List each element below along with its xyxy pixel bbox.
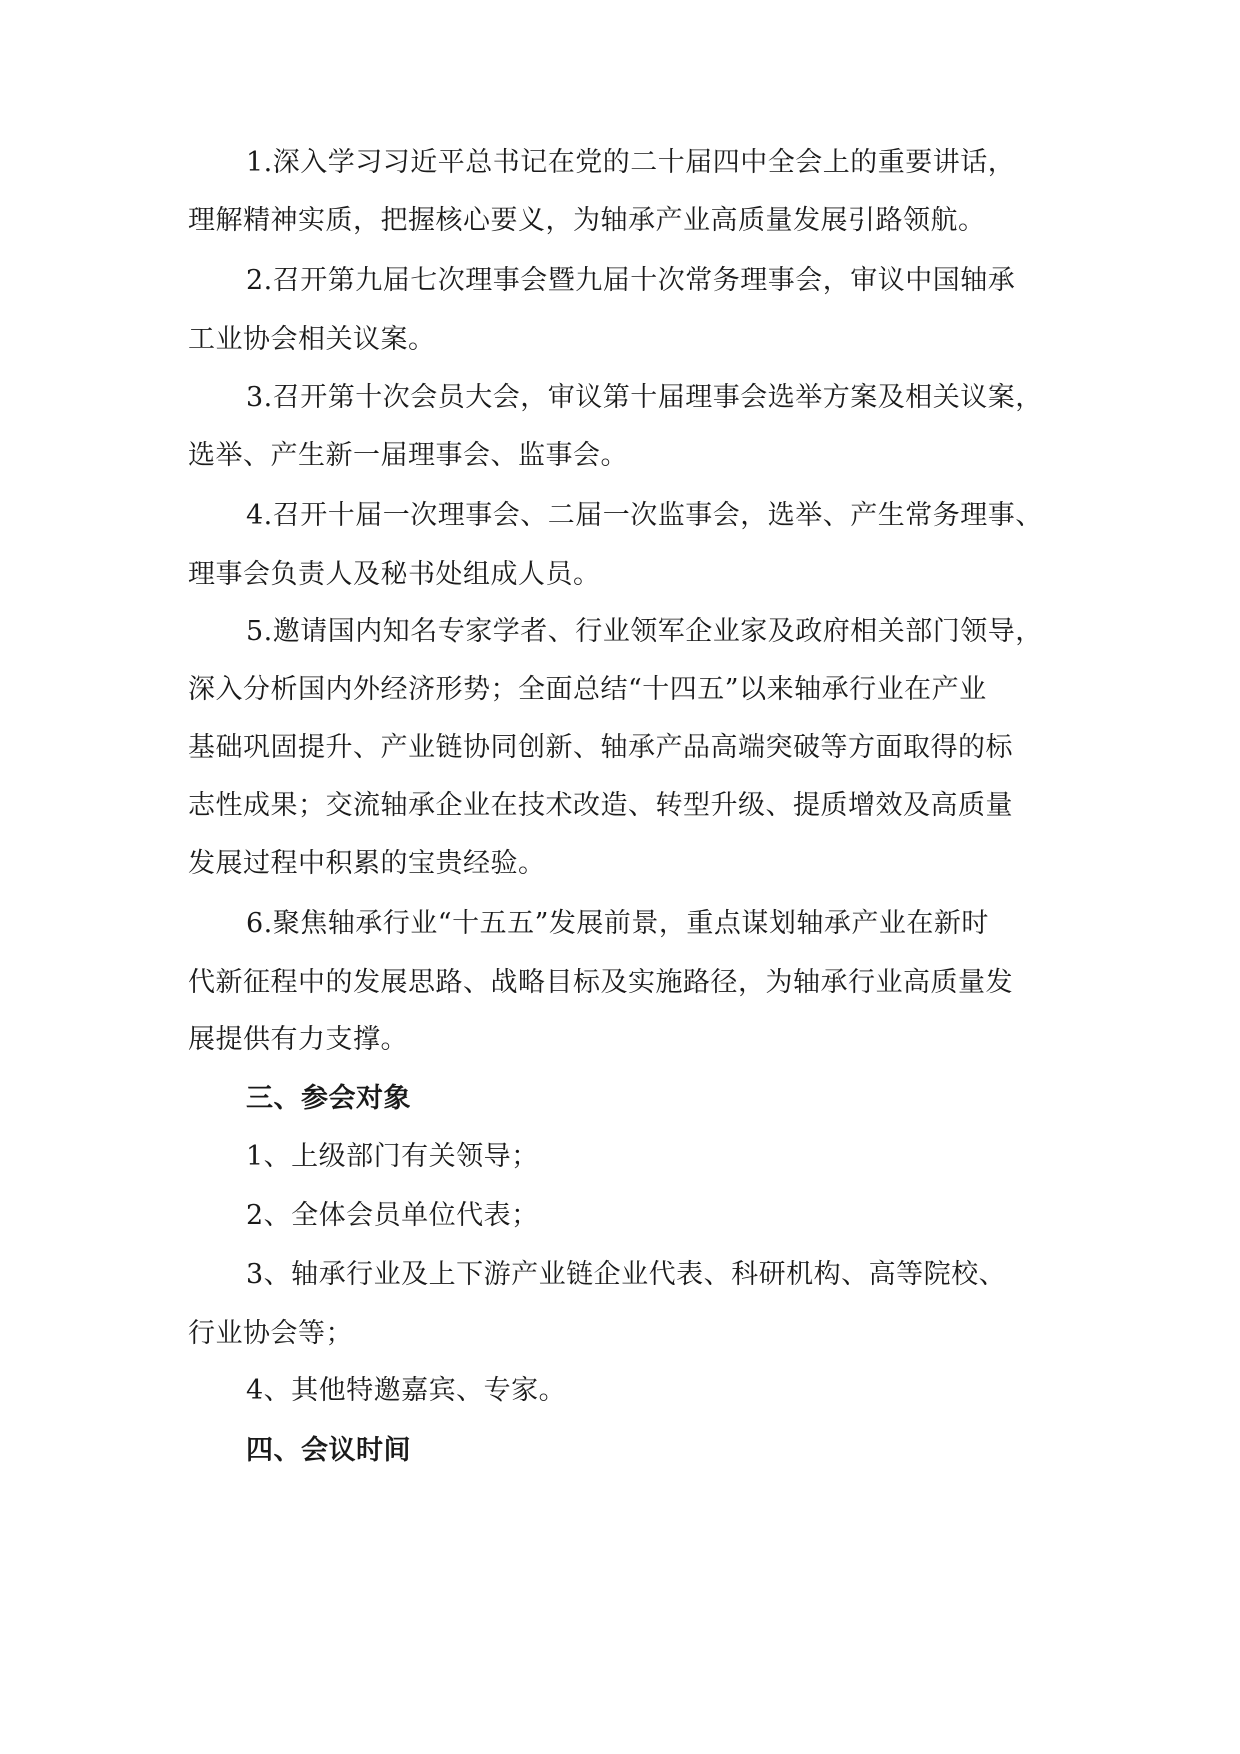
attendee-item-3-line-1: 3、轴承行业及上下游产业链企业代表、科研机构、高等院校、 <box>246 1259 1007 1290</box>
item-5-line-5: 发展过程中积累的宝贵经验。 <box>188 848 546 879</box>
item-1-line-2: 理解精神实质，把握核心要义，为轴承产业高质量发展引路领航。 <box>188 205 986 236</box>
item-3-line-1: 3.召开第十次会员大会，审议第十届理事会选举方案及相关议案， <box>246 382 1043 413</box>
item-1-line-1: 1.深入学习习近平总书记在党的二十届四中全会上的重要讲话， <box>246 147 1016 178</box>
attendee-item-4: 4、其他特邀嘉宾、专家。 <box>246 1375 567 1406</box>
item-5-line-3: 基础巩固提升、产业链协同创新、轴承产品高端突破等方面取得的标 <box>188 732 1013 763</box>
item-6-line-1: 6.聚焦轴承行业“十五五”发展前景，重点谋划轴承产业在新时 <box>246 908 989 939</box>
attendee-item-2: 2、全体会员单位代表； <box>246 1200 539 1231</box>
item-5-line-4: 志性成果；交流轴承企业在技术改造、转型升级、提质增效及高质量 <box>188 790 1013 821</box>
item-4-line-2: 理事会负责人及秘书处组成人员。 <box>188 559 601 590</box>
attendee-item-3-line-2: 行业协会等； <box>188 1318 353 1349</box>
item-5-line-1: 5.邀请国内知名专家学者、行业领军企业家及政府相关部门领导， <box>246 616 1043 647</box>
item-6-line-3: 展提供有力支撑。 <box>188 1024 408 1055</box>
section-4-heading: 四、会议时间 <box>246 1435 411 1466</box>
item-6-line-2: 代新征程中的发展思路、战略目标及实施路径，为轴承行业高质量发 <box>188 967 1013 998</box>
item-2-line-1: 2.召开第九届七次理事会暨九届十次常务理事会，审议中国轴承 <box>246 265 1016 296</box>
item-4-line-1: 4.召开十届一次理事会、二届一次监事会，选举、产生常务理事、 <box>246 500 1043 531</box>
item-5-line-2: 深入分析国内外经济形势；全面总结“十四五”以来轴承行业在产业 <box>188 674 987 705</box>
item-2-line-2: 工业协会相关议案。 <box>188 324 436 355</box>
item-3-line-2: 选举、产生新一届理事会、监事会。 <box>188 440 628 471</box>
attendee-item-1: 1、上级部门有关领导； <box>246 1141 539 1172</box>
section-3-heading: 三、参会对象 <box>246 1083 411 1114</box>
